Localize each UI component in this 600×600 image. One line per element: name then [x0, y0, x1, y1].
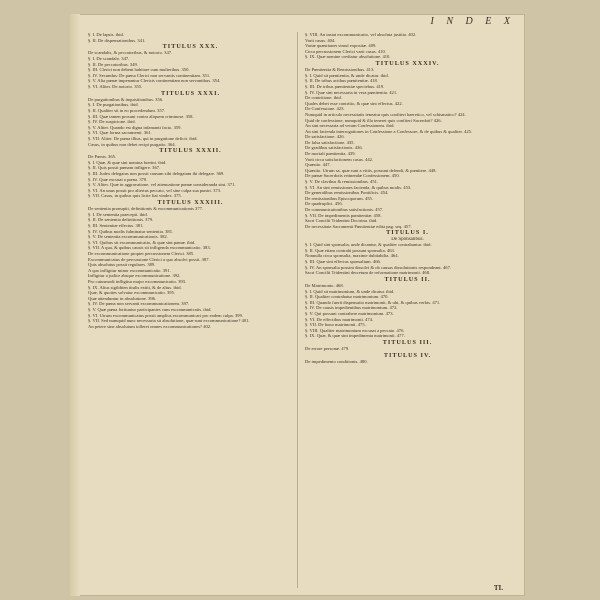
- index-entry: §. III. Clerici non debent habitare cum mulieribus. 350.: [88, 67, 190, 73]
- index-entry: De Confessione. 423.: [305, 106, 345, 112]
- index-entry: §. VI. Aliter. De notorio. 355.: [88, 83, 143, 89]
- page-header: I N D E X: [430, 16, 515, 27]
- index-entry: De falsa satisfactione. 435.: [305, 139, 355, 145]
- index-entry: §. VII. A qua, & quibus causis sit infligenda excommunicatio. 383.: [88, 245, 211, 251]
- index-entry: TITULUS III.: [382, 338, 433, 346]
- index-entry: §. IV. De suspicione. ibid.: [88, 119, 136, 125]
- index-entry: §. VII. Aliter. De pœna illius, qui in purgatione deficit. ibid.: [88, 135, 198, 141]
- index-entry: §. I. Quæ, & quæ sint nomina fuerint. ibid.: [88, 159, 167, 165]
- index-entry: TITULUS XXXI.: [160, 89, 221, 97]
- index-entry: An petere sine absolutum tolleret omnes excommunicationes? 402.: [88, 323, 212, 329]
- index-entry: §. III. De tribus pœnitentiæ speciebus. 419.: [305, 83, 385, 89]
- index-entry: §. IV. De pœna non servanti excommunicationem. 397.: [88, 301, 190, 307]
- index-entry: Sacri Concilii Tridentini decretum de reformatione matrimonii. 468.: [305, 270, 431, 276]
- index-entry: §. I. Quid sit pœnitentia, & unde dicatur. ibid.: [305, 72, 389, 78]
- index-entry: §. V. Aliter. Quæ in aggravatione, vel attenuatione pœnæ consideranda sint. 371.: [88, 182, 236, 188]
- index-entry: Quæ attenduntur in absolutione. 396.: [88, 295, 157, 301]
- index-entry: §. III. Quæ sint effectus sponsalium. 466.: [305, 258, 381, 264]
- index-entry: §. VII. Sed numquid nunc necessaria sit absolutione, quæ sunt excommunicatione? 401.: [88, 318, 250, 324]
- index-entry: Circa percussionem Clerici varii casus. 410.: [305, 48, 387, 54]
- index-entry: De scandalis, & peccatoribus, & notorio. 347.: [88, 50, 173, 56]
- index-entry: §. VII. Casus, in quibus quis licite fiat vindex. 375.: [88, 193, 182, 199]
- index-entry: De necessitate Sacramenti Pœnitentiæ edita pag. seq. 457.: [305, 223, 412, 229]
- catchword: TI.: [493, 584, 503, 592]
- index-entry: §. II. De dispensationibus. 341.: [88, 37, 146, 43]
- index-entry: A quo infligitur minor excommunicatio. 391.: [88, 267, 171, 273]
- index-entry: De remissionibus Episcoporum. 455.: [305, 195, 374, 201]
- index-entry: De Sponsalibus.: [391, 236, 424, 242]
- index-entry: Casus, in quibus non debet recipi purgatio. 364.: [88, 141, 176, 147]
- index-entry: §. IX. Alius sigilditen titulis extiti, & de alius. ibid.: [88, 284, 182, 290]
- index-entry: Quæstio. 447.: [305, 162, 331, 168]
- index-entry: §. II. Quæ etiam contrahi possunt sponsalia. 463.: [305, 247, 395, 253]
- index-entry: TITULUS XXXIII.: [157, 199, 224, 207]
- index-entry: §. II. De peccatoribus. 349.: [88, 61, 139, 67]
- index-entry: §. V. Alia pœnæ impenantur Clericis continentiam non servantibus. 354.: [88, 78, 221, 84]
- index-entry: Quales debet esse contritio, & quæ sint effectus. 422.: [305, 100, 403, 106]
- index-entry: §. IV. Quæ excusat a pœna. 370.: [88, 176, 148, 182]
- index-entry: §. VI. Utrum excommunicatus possit amplius excommunicari pro eadem culpa. 399.: [88, 312, 244, 318]
- index-entry: §. VI. Quibus sit excommunicatio, & quæ sint pœnæ. ibid.: [88, 239, 196, 245]
- index-entry: §. VI. De effectibus matrimonii. 474.: [305, 316, 374, 322]
- index-entry: §. I. De lapsis. ibid.: [88, 32, 124, 37]
- index-column-left: [88, 32, 293, 329]
- index-entry: De satisfactione. 426.: [305, 134, 345, 140]
- index-entry: §. IV. De causis impedientibus matrimonium. 472.: [305, 305, 398, 311]
- index-entry: §. IV. Quibus modis fulminatur sententia. 381.: [88, 228, 174, 234]
- index-entry: An sint necessaria ad veram Confessionem. ibid.: [305, 123, 395, 129]
- index-entry: TITULUS IV.: [383, 351, 432, 359]
- index-entry: §. VIII. Qualiter matrimonium excusat a peccato. 476.: [305, 327, 405, 333]
- index-entry: Numquid in articulo necessitatis teneatur quis confiteri haeretico, vel schismatico? 424.: [305, 111, 466, 117]
- index-entry: §. V. Aliter. Quando est digna infamanti facto. 359.: [88, 124, 182, 130]
- index-entry: §. IV. Quæ sint necessaria in vera pœnitentia. 421.: [305, 89, 398, 95]
- index-entry: TITULUS XXXIV.: [375, 59, 440, 67]
- index-entry: §. V. De sententia excommunicationis. 382.: [88, 234, 168, 240]
- page-gutter: [70, 14, 80, 596]
- index-entry: §. V. Qui possunt contrahere matrimonium. 473.: [305, 310, 394, 316]
- index-entry: §. III. Sententiæ effectus. 381.: [88, 223, 144, 229]
- index-entry: §. I. Quid sint sponsalia, unde dicantur, & qualiter contrahantur. ibid.: [305, 242, 432, 248]
- index-entry: De Pœnis. 365.: [88, 154, 117, 160]
- index-entry: Nonnulla circa sponsalia, maxime dubitabilia. 464.: [305, 253, 399, 259]
- index-entry: De impedimento conditionis. 480.: [305, 358, 368, 364]
- index-entry: Excommunicatus de percussione Clerici a quo absolvi possit. 387.: [88, 256, 210, 262]
- index-entry: De Pœnitentia & Remissionibus. 413.: [305, 67, 375, 73]
- index-entry: §. II. De sententia definitionis. 379.: [88, 217, 154, 223]
- index-entry: Quis absolutus possit regulares. 389.: [88, 262, 156, 268]
- index-entry: §. II. Quis possit pœnam infligere. 367.: [88, 165, 161, 171]
- index-entry: TITULUS XXXII.: [159, 147, 222, 155]
- index-entry: TITULUS I.: [386, 229, 429, 237]
- index-entry: De purgationibus & inquisitionibus. 356.: [88, 96, 164, 102]
- index-entry: Quæ, & quoties solvatur excommunicatio. 395.: [88, 290, 176, 296]
- index-entry: §. III. Quæ tamen prosunt contra aliquem criminose. 358.: [88, 113, 194, 119]
- index-entry: §. IX. Quæ nomine crediatur absolutione. 410.: [305, 54, 391, 60]
- index-entry: §. VI. An sint remissiones facienda, & quibus modis. 453.: [305, 184, 412, 190]
- index-entry: §. III. Judex delegatus non possit causam sibi delegatam ibi delegare. 369.: [88, 171, 225, 177]
- index-entry: De communicationibus satisfactionis. 457.: [305, 207, 384, 213]
- column-divider: [297, 32, 298, 588]
- index-entry: Quæstio. Utrum sa, quæ sunt a vitiis, possunt defendi, & pœnitere. 448.: [305, 167, 437, 173]
- index-entry: §. VII. De bono matrimonii. 475.: [305, 322, 366, 328]
- index-entry: TITULUS II.: [384, 275, 431, 283]
- book-page: [70, 14, 525, 596]
- index-entry: §. IV. An sponsalia possint dissolvi & ob causas dissolutionis respondeant. 467.: [305, 264, 452, 270]
- index-entry: De Matrimonio. 468.: [305, 282, 344, 288]
- index-entry: An sint facienda interrogationes in Confessione a Confessore, & de quibus & qualiter. 425.: [305, 128, 473, 134]
- index-entry: §. VIII. An instat excommunicatio, vel absoluta justitia. 402.: [305, 32, 417, 37]
- index-entry: De generalibus remissionibus Pontificis. 454.: [305, 190, 389, 196]
- index-entry: Varii circa satisfactionem casus. 442.: [305, 156, 374, 162]
- index-entry: §. IX. Quæ, & quæ sint impedimenta matrimonii. 477.: [305, 333, 405, 339]
- index-entry: §. I. De sententia praecepti. ibid.: [88, 211, 148, 217]
- index-entry: §. VI. Quæ forma sacramenti. 361.: [88, 130, 152, 136]
- index-entry: §. IV. Secundus: De pœna Clerici non servantis continentiam. 351.: [88, 72, 211, 78]
- index-entry: §. VII. De impedimentis pœnitentiæ. 458.: [305, 212, 382, 218]
- index-entry: De excommunicatione propter percussionem Clerici. 385.: [88, 251, 195, 256]
- index-entry: De sententia pronuptii, definitionis & excommunicationis 377.: [88, 206, 204, 212]
- index-entry: §. I. De scandalo. 347.: [88, 55, 130, 61]
- index-entry: §. III. Quando fuerit dispensatio matrimonii, & ubi, & quibus verbis. 471.: [305, 299, 441, 305]
- index-entry: De pœnæ Sacerdotis retinendæ Confessionem. 450.: [305, 173, 400, 179]
- index-entry: De quadruplici. 456.: [305, 201, 343, 207]
- index-entry: §. VI. An unus possit pro alterius peccato, vel sine culpa sua puniri. 373.: [88, 187, 222, 193]
- index-entry: De contritione. ibid.: [305, 95, 342, 101]
- index-entry: §. II. De tribus actibus pœnitentiæ. 418.: [305, 78, 378, 84]
- index-column-right: [305, 32, 510, 364]
- index-entry: TITULUS XXX.: [162, 43, 219, 51]
- index-entry: Varii casus. 404.: [305, 37, 336, 43]
- index-entry: §. II. Qualiter contrahatur matrimonium. 470.: [305, 294, 389, 300]
- index-entry: §. V. De clavibus & remissionibus. 451.: [305, 179, 379, 185]
- index-entry: Infligitur a judice absque excommunicatione. 392.: [88, 273, 181, 279]
- index-entry: Sacri Concilii Tridentini Doctrina. ibid.: [305, 218, 378, 224]
- index-entry: Variæ quæstiones simul expositæ. 409.: [305, 43, 377, 49]
- index-entry: De gradibus satisfactionis. 436.: [305, 145, 363, 151]
- index-entry: §. II. Qualiter sit in eo procedendum. 357.: [88, 107, 166, 113]
- index-entry: De errore personæ. 479.: [305, 346, 350, 352]
- index-entry: §. V. Quæ pœna fortiuntur participantes cum excommunicatis. ibid.: [88, 306, 212, 312]
- index-entry: Pro cuiusmodi infligitur major excommunicatio. 393.: [88, 278, 187, 284]
- index-entry: §. I. Quid sit matrimonium, & unde dicatur. ibid.: [305, 288, 395, 294]
- index-entry: Quid de confessione, numquid & illa teneret quis confiteri Sacerdoti? 426.: [305, 117, 442, 123]
- index-entry: §. I. De purgationibus. ibid.: [88, 102, 139, 108]
- index-entry: De mortali pœnitentia. 439.: [305, 151, 356, 157]
